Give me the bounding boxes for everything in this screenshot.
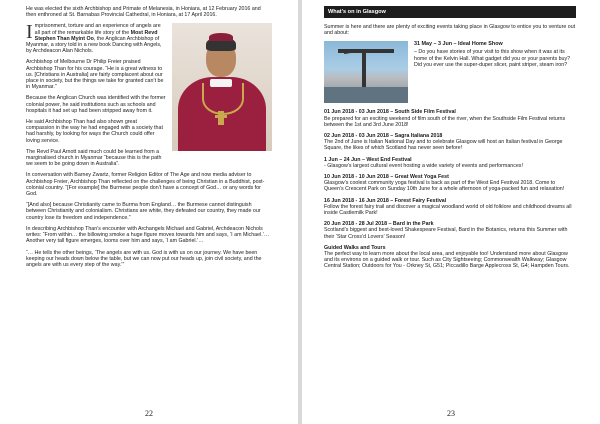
- archbishop-name: Most Revd Stephen Than Myint Oo: [34, 29, 158, 42]
- intro-paragraph: Summer is here and there are plenty of exciting events taking place in Glasgow to entice you to venture out and about:: [324, 24, 576, 37]
- paragraph-3: Because the Anglican Church was identified with the former colonial power, he said institutions such as schools and hospitals it had set up had been stripped away from it.: [26, 95, 166, 114]
- left-page: [0, 0, 298, 424]
- section-title: What’s on in Glasgow: [324, 6, 576, 18]
- event-item: [324, 174, 576, 193]
- event-title: Guided Walks and Tours: [324, 244, 386, 251]
- finnieston-crane-photo: [324, 41, 408, 103]
- paragraph-2: Archbishop of Melbourne Dr Philip Freier praised Archbishop Than for his courage. “He is a great witness to us. [Christians in Australia] are fairly complacent about our place in society, but the things we take for granted can’t be in Myanmar.”: [26, 59, 164, 91]
- right-page: [302, 0, 600, 424]
- paragraph-8: In describing Archbishop Than’s encounter with Archangels Michael and Gabriel, Archdeacon Nichols writes: “From within… the billowing smoke a huge figure moves towards him and says, ‘I am Michael.’… Another very tall figure emerges, looms over him and says, ‘I am Gabriel.’…: [26, 225, 270, 245]
- event-item: [324, 109, 576, 128]
- feature-block: [324, 41, 576, 68]
- page-number: 22: [145, 409, 153, 418]
- event-title: 20 Jun 2018 - 28 Jul 2018 – Bard in the Park: [324, 221, 434, 228]
- event-body: - Glasgow’s largest cultural event hosting a wide variety of events and performances!: [324, 162, 523, 169]
- feature-title: 31 May – 3 Jun – Ideal Home Show: [414, 41, 503, 48]
- event-item: [324, 221, 576, 240]
- paragraph-4: He said Archbishop Than had also shown great compassion in the way he had engaged with a society that had harshly, by looking for ways the Church could offer loving service.: [26, 119, 163, 144]
- paragraph-6: In conversation with Barney Zwartz, former Religion Editor of The Age and now media adviser to Archbishop Freier, Archbishop Than reflected on the challenges of being Christian in a Buddhist, post-colonial country. “[For example] the Burmese people don’t have a concept of God… or any words for God.: [26, 172, 265, 198]
- intro-paragraph: He was elected the sixth Archbishop and Primate of Melanesia, in Honiara, at 12 February 2016 and then enthroned at St. Barnabas Provincial Cathedral, in Honiara, at 17 April 2016.: [26, 6, 261, 19]
- drop-cap: I: [26, 21, 33, 44]
- event-body: The 2nd of June is Italian National Day and to celebrate Glasgow will host an Italian festival in George Square, the likes of which Scotland has never seen before!: [324, 139, 563, 152]
- event-body: Be prepared for an exciting weekend of film south of the river, when the Southside Film Festival returns between the 1st and 3rd June 2018!: [324, 115, 566, 128]
- event-title: 02 Jun 2018 - 03 Jun 2018 – Sagra Italiana 2018: [324, 133, 443, 140]
- events-list: [324, 109, 576, 269]
- paragraph-7: “[And also] because Christianity came to Burma from England… the Burmese cannot distinguish between Christianity and colonialism. Christians are white, they defeated our country, they made our country lose its freedom and independence.”: [26, 202, 261, 221]
- archbishop-photo: [172, 23, 272, 151]
- lead-tail: , the Anglican Archbishop of Myanmar, a story told in a new book Dancing with Angels, by Archdeacon Alan Nichols.: [26, 35, 162, 55]
- paragraph-9: “… He tells the other beings, ‘The angels are with us. God is with us on our journey. We have been keeping our heads down below the table, but we can now put our heads up, join civil society, and the angels are with us every step of the way.’”: [26, 249, 262, 268]
- event-body: Scotland’s biggest and best-loved Shakespeare Festival, Bard in the Botanics, returns this Summer with their ‘Star Cross’d Lovers’ Season!: [324, 227, 568, 240]
- event-item: [324, 198, 576, 217]
- event-title: 10 Jun 2018 - 10 Jun 2018 – Great West Yoga Fest: [324, 174, 449, 181]
- event-body: The perfect way to learn more about the local area, and enjoyable too! Understand more about Glasgow and its environs on a guided walk or tour. Such as City Sightseeing; Commonwealth Walkway; Glasgow Central Station; Outdoors for You - Orkney St, G51; Piccadillo Barge Applecross St, G4; Hampden Tours.: [324, 251, 570, 270]
- event-title: 1 Jun – 24 Jun – West End Festival: [324, 156, 412, 163]
- event-item: [324, 157, 576, 169]
- event-body: Follow the forest fairy trail and discover a magical woodland world of old folklore and childhood dreams all inside Castlemilk Park!: [324, 203, 572, 217]
- event-title: 16 Jun 2018 - 16 Jun 2018 – Forest Fairy Festival: [324, 197, 447, 204]
- event-body: Glasgow’s coolest community yoga festival is back as part of the West End Festival 2018. Come to Queen’s Crescent Park on Sunday 10th June for a whole afternoon of yoga-packed fun and relaxation!: [324, 180, 565, 193]
- feature-body: – Do you have stories of your visit to this show when it was at its home of the Kelvin Hall. What gadget did you or your parents buy? Did you ever use the super-duper slicer, paint striper, steam iron?: [414, 49, 571, 68]
- lead-text: mprisonment, torture and an experience of angels are all part of the remarkable life story of the: [34, 23, 161, 36]
- event-title: 01 Jun 2018 - 03 Jun 2018 – South Side Film Festival: [324, 109, 456, 116]
- event-item: [324, 245, 576, 270]
- event-item: [324, 133, 576, 152]
- paragraph-5: The Revd Paul Arnott said much could be learned from a marginalised church in Myanmar “because this is the path we seem to be going down in Australia”.: [26, 148, 162, 168]
- page-number: 23: [447, 409, 455, 418]
